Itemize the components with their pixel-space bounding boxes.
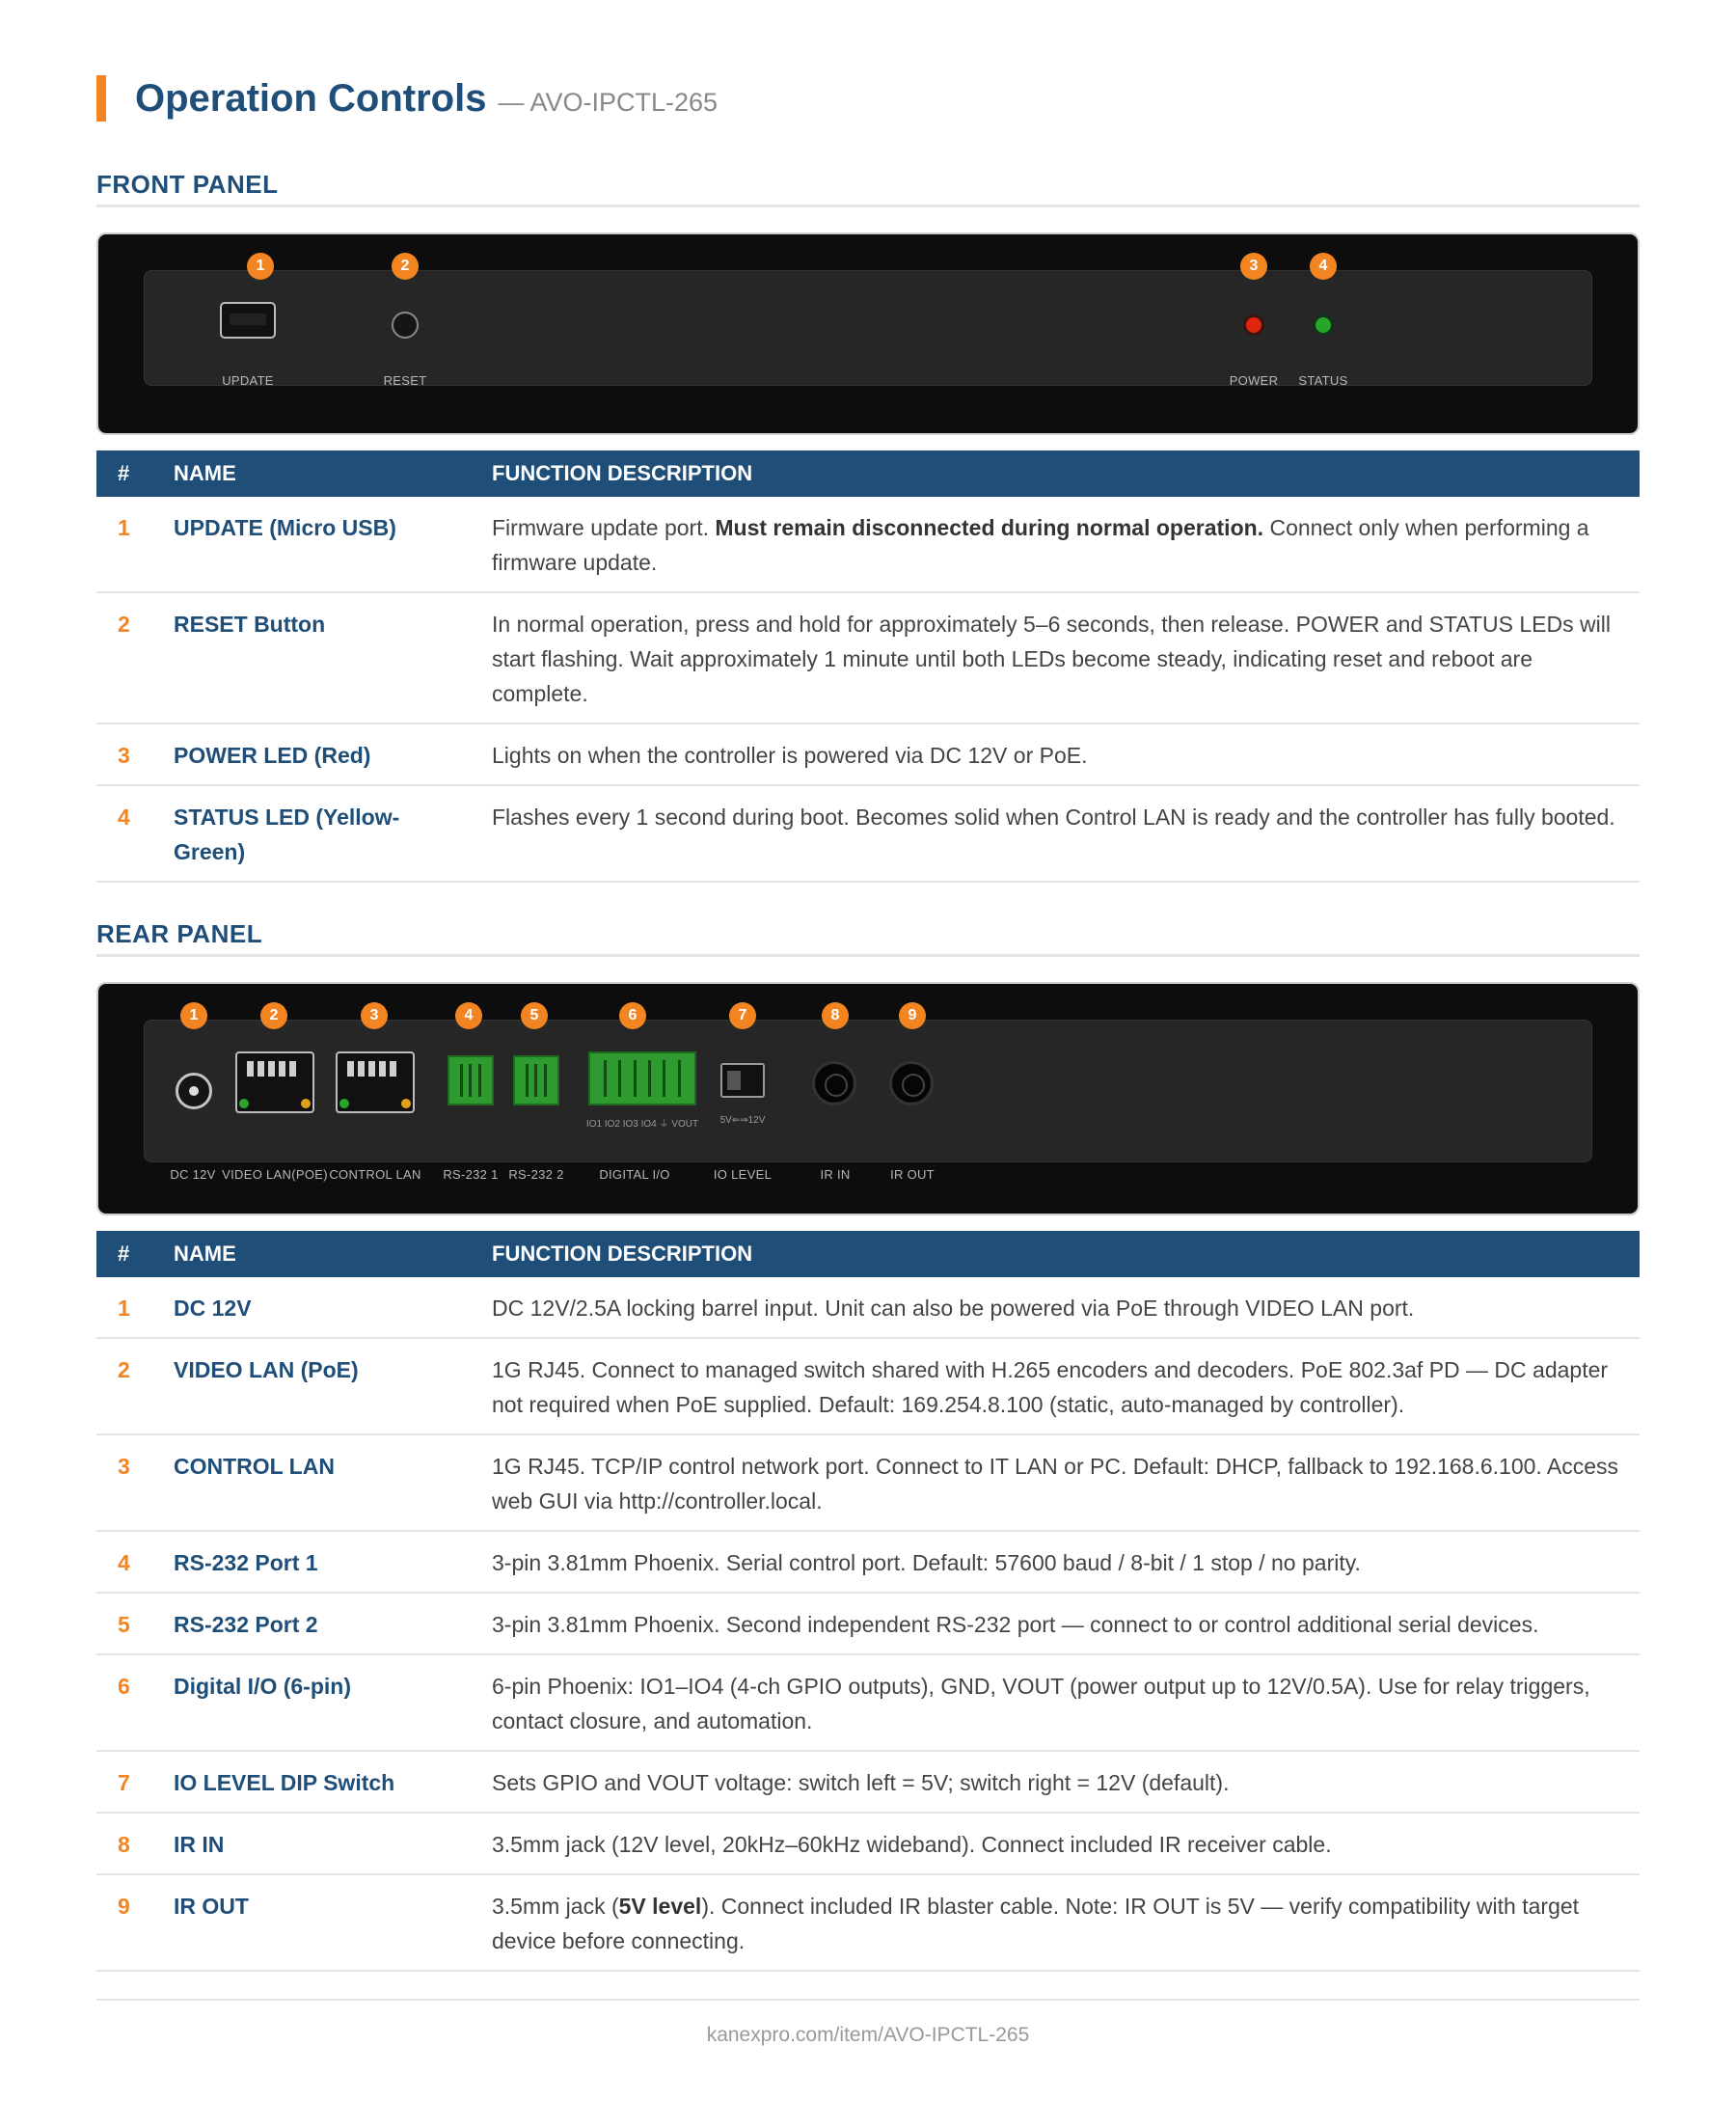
front-badge-2: 2 [392, 253, 419, 280]
row-number: 1 [96, 1277, 174, 1338]
label-update: UPDATE [222, 373, 274, 388]
table-row [96, 1813, 1640, 1874]
table-row [96, 1434, 1640, 1531]
rear-panel-heading: REAR PANEL [96, 919, 263, 948]
rear-badge-1: 1 [180, 1002, 207, 1029]
micro-usb-port [220, 302, 276, 339]
activity-led [301, 1099, 311, 1108]
label-control-lan: CONTROL LAN [329, 1167, 421, 1182]
rear-panel-table [96, 1231, 1640, 1972]
title-accent-bar [96, 75, 106, 122]
front-panel-heading: FRONT PANEL [96, 170, 279, 199]
rear-badge-4: 4 [455, 1002, 482, 1029]
col-description: FUNCTION DESCRIPTION [492, 450, 1640, 497]
row-number: 8 [96, 1813, 174, 1874]
digital-io-pin-labels: IO1 IO2 IO3 IO4 ⏚ VOUT [585, 1119, 699, 1130]
table-row [96, 785, 1640, 882]
row-description: 3.5mm jack (5V level). Connect included IR blaster cable. Note: IR OUT is 5V — verify compatibility with target device before connecting. [492, 1874, 1640, 1971]
rs232-1-terminal [448, 1055, 494, 1105]
footer-url: kanexpro.com/item/AVO-IPCTL-265 [706, 2024, 1030, 2046]
col-description: FUNCTION DESCRIPTION [492, 1231, 1640, 1277]
page-subtitle: — AVO-IPCTL-265 [498, 87, 719, 117]
table-header-row [96, 450, 1640, 497]
link-led [239, 1099, 249, 1108]
rear-badge-5: 5 [521, 1002, 548, 1029]
ir-out-jack [889, 1061, 934, 1105]
activity-led [401, 1099, 411, 1108]
row-description: 3-pin 3.81mm Phoenix. Serial control port. Default: 57600 baud / 8-bit / 1 stop / no parity. [492, 1531, 1640, 1593]
label-rs232-1: RS-232 1 [443, 1167, 499, 1182]
rear-badge-9: 9 [899, 1002, 926, 1029]
label-status: STATUS [1298, 373, 1348, 388]
table-row [96, 1338, 1640, 1434]
label-io-level: IO LEVEL [713, 1167, 773, 1182]
row-number: 5 [96, 1593, 174, 1654]
table-row [96, 723, 1640, 785]
row-name: POWER LED (Red) [174, 723, 492, 785]
power-led [1246, 317, 1261, 333]
table-row [96, 497, 1640, 592]
status-led [1316, 317, 1331, 333]
digital-io-terminal [588, 1051, 696, 1105]
label-rs232-2: RS-232 2 [508, 1167, 564, 1182]
front-panel-rule [96, 205, 1640, 207]
table-header-row [96, 1231, 1640, 1277]
row-number: 6 [96, 1654, 174, 1751]
row-number: 9 [96, 1874, 174, 1971]
col-number: # [96, 450, 174, 497]
rear-badge-2: 2 [260, 1002, 287, 1029]
title-row [96, 75, 718, 122]
front-panel-table [96, 450, 1640, 883]
row-number: 2 [96, 592, 174, 723]
io-level-dip-switch [720, 1063, 765, 1098]
row-description: 1G RJ45. TCP/IP control network port. Connect to IT LAN or PC. Default: DHCP, fallback to 192.168.6.100. Access web GUI via http://controller.local. [492, 1434, 1640, 1531]
row-description: Flashes every 1 second during boot. Becomes solid when Control LAN is ready and the controller has fully booted. [492, 785, 1640, 882]
row-number: 3 [96, 723, 174, 785]
table-row [96, 1654, 1640, 1751]
label-video-lan: VIDEO LAN(POE) [222, 1167, 328, 1182]
row-description: 1G RJ45. Connect to managed switch shared with H.265 encoders and decoders. PoE 802.3af PD — DC adapter not required when PoE supplied. Default: 169.254.8.100 (static, auto-managed by controller). [492, 1338, 1640, 1434]
row-name: VIDEO LAN (PoE) [174, 1338, 492, 1434]
row-number: 7 [96, 1751, 174, 1813]
reset-button-hole [392, 312, 419, 339]
dc-barrel-jack [176, 1073, 212, 1109]
col-name: NAME [174, 450, 492, 497]
row-name: RS-232 Port 1 [174, 1531, 492, 1593]
row-number: 1 [96, 497, 174, 592]
control-lan-port [336, 1051, 415, 1113]
table-row [96, 592, 1640, 723]
row-name: IR IN [174, 1813, 492, 1874]
table-row [96, 1531, 1640, 1593]
rear-panel-rule [96, 954, 1640, 957]
label-ir-in: IR IN [820, 1167, 851, 1182]
rs232-2-terminal [513, 1055, 559, 1105]
row-description: 3.5mm jack (12V level, 20kHz–60kHz wideband). Connect included IR receiver cable. [492, 1813, 1640, 1874]
row-name: IR OUT [174, 1874, 492, 1971]
table-row [96, 1751, 1640, 1813]
row-name: DC 12V [174, 1277, 492, 1338]
row-description: DC 12V/2.5A locking barrel input. Unit can also be powered via PoE through VIDEO LAN port. [492, 1277, 1640, 1338]
row-name: IO LEVEL DIP Switch [174, 1751, 492, 1813]
row-name: UPDATE (Micro USB) [174, 497, 492, 592]
table-row [96, 1593, 1640, 1654]
rear-badge-3: 3 [361, 1002, 388, 1029]
label-dc-12v: DC 12V [170, 1167, 216, 1182]
row-description: Firmware update port. Must remain disconnected during normal operation. Connect only when performing a firmware update. [492, 497, 1640, 592]
row-description: Lights on when the controller is powered via DC 12V or PoE. [492, 723, 1640, 785]
col-number: # [96, 1231, 174, 1277]
rear-badge-6: 6 [619, 1002, 646, 1029]
front-panel-face [144, 270, 1592, 386]
ir-in-jack [812, 1061, 856, 1105]
video-lan-port [235, 1051, 314, 1113]
row-description: 6-pin Phoenix: IO1–IO4 (4-ch GPIO outputs), GND, VOUT (power output up to 12V/0.5A). Use for relay triggers, contact closure, and automation. [492, 1654, 1640, 1751]
label-digital-io: DIGITAL I/O [599, 1167, 670, 1182]
rear-panel-diagram [96, 982, 1640, 1215]
rear-badge-7: 7 [729, 1002, 756, 1029]
label-ir-out: IR OUT [890, 1167, 935, 1182]
row-name: CONTROL LAN [174, 1434, 492, 1531]
table-row [96, 1874, 1640, 1971]
row-name: Digital I/O (6-pin) [174, 1654, 492, 1751]
row-number: 4 [96, 785, 174, 882]
page-title: Operation Controls [135, 76, 487, 120]
table-row [96, 1277, 1640, 1338]
rear-badge-8: 8 [822, 1002, 849, 1029]
col-name: NAME [174, 1231, 492, 1277]
link-led [339, 1099, 349, 1108]
row-number: 2 [96, 1338, 174, 1434]
row-number: 3 [96, 1434, 174, 1531]
footer-rule [96, 1999, 1640, 2001]
row-name: RESET Button [174, 592, 492, 723]
row-description: In normal operation, press and hold for approximately 5–6 seconds, then release. POWER and STATUS LEDs will start flashing. Wait approximately 1 minute until both LEDs become steady, indicating reset and reboot are complete. [492, 592, 1640, 723]
row-description: 3-pin 3.81mm Phoenix. Second independent RS-232 port — connect to or control additional serial devices. [492, 1593, 1640, 1654]
label-reset: RESET [383, 373, 427, 388]
row-name: RS-232 Port 2 [174, 1593, 492, 1654]
row-description: Sets GPIO and VOUT voltage: switch left = 5V; switch right = 12V (default). [492, 1751, 1640, 1813]
label-power: POWER [1229, 373, 1279, 388]
front-badge-1: 1 [247, 253, 274, 280]
front-badge-4: 4 [1310, 253, 1337, 280]
front-panel-diagram [96, 232, 1640, 435]
front-badge-3: 3 [1240, 253, 1267, 280]
dip-switch-positions: 5V⇐⇒12V [719, 1115, 766, 1126]
row-name: STATUS LED (Yellow-Green) [174, 785, 492, 882]
row-number: 4 [96, 1531, 174, 1593]
